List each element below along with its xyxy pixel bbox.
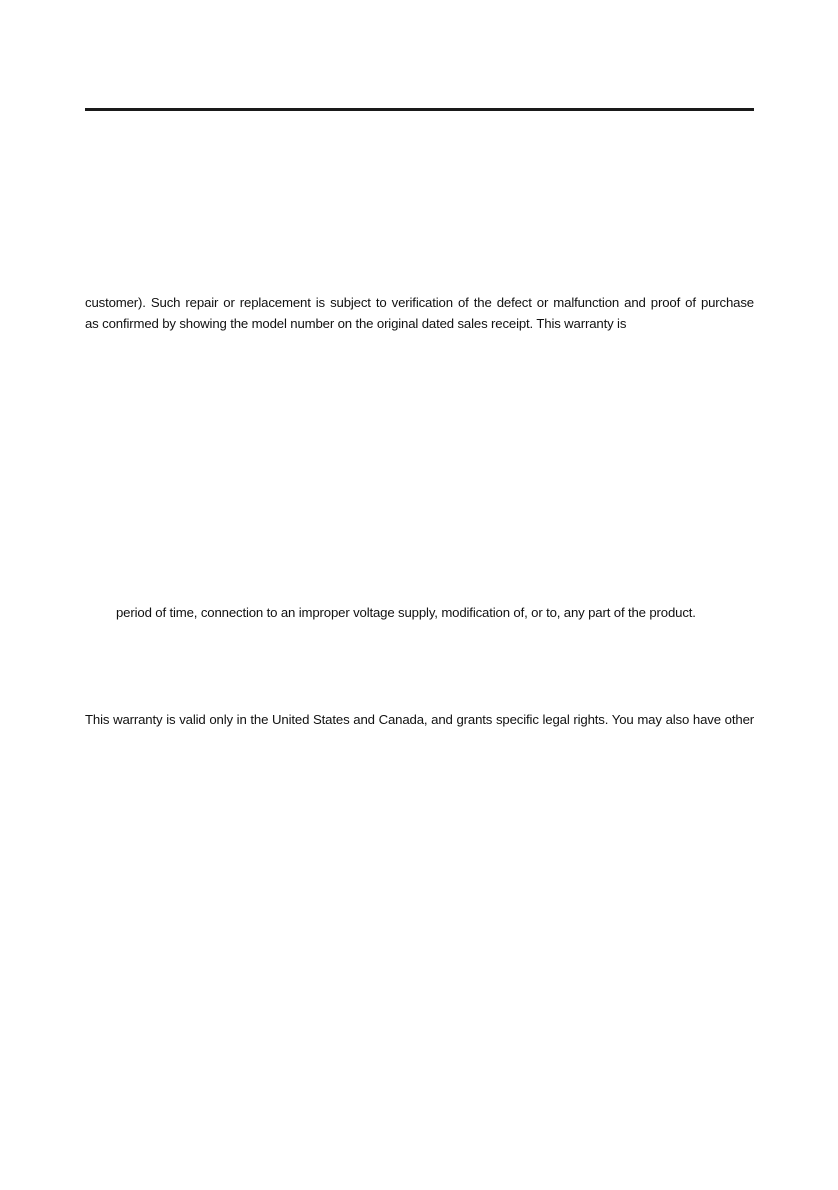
text-line-proof-of-purchase: as confirmed by showing the model number on the original dated sales receipt. This warranty is [85, 316, 627, 331]
text-line-repair-replacement: customer). Such repair or replacement is subject to verification of the defect or malfunction and proof of purchase [85, 295, 754, 310]
header-rule [85, 108, 754, 111]
text-line-validity: This warranty is valid only in the United States and Canada, and grants specific legal rights. You may also have other [85, 712, 754, 727]
text-line-exclusions: period of time, connection to an improper voltage supply, modification of, or to, any part of the product. [116, 605, 696, 620]
